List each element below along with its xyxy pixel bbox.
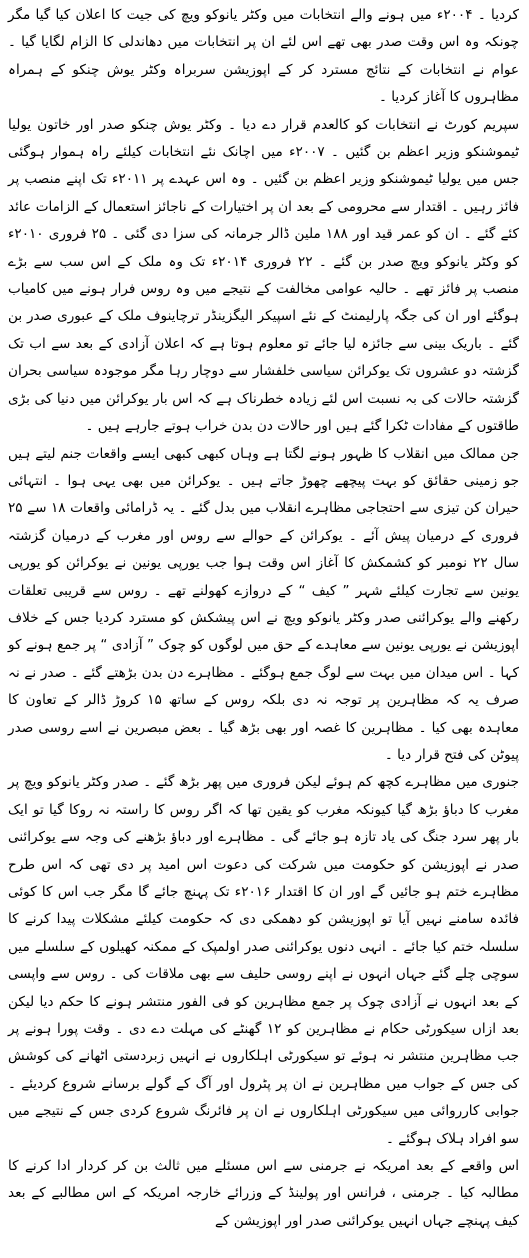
- article-paragraph-4: جنوری میں مظاہرے کچھ کم ہوئے لیکن فروری میں پھر بڑھ گئے ۔ صدر وکٹر یانوکو ویچ پر مغرب کا دباؤ بڑھ گیا کیونکہ مغرب کو یقین تھا کہ اگر روس کا راستہ نہ روکا گیا تو ایک بار پھر سرد جنگ کی یاد تازہ ہو جائے گی ۔ مظاہرے اور دباؤ بڑھنے کی وجہ سے یوکرائنی صدر نے اپوزیشن کو حکومت میں شرکت کی دعوت اس امید پر دی تھی کہ اس طرح مظاہرے ختم ہو جائیں گے اور ان کا اقتدار ۲۰۱۶ء تک پہنچ جائے گا مگر جب اس کا کوئی فائدہ سامنے نہیں آیا تو اپوزیشن کو دھمکی دی کہ حکومت کیلئے مشکلات پیدا کرنے کا سلسلہ ختم کیا جائے ۔ انہی دنوں یوکرائنی صدر اولمپک کے ممکنہ کھیلوں کے سلسلے میں سوچی چلے گئے جہاں انہوں نے اپنے روسی حلیف سے بھی ملاقات کی ۔ روس سے واپسی کے بعد انہوں نے آزادی چوک پر جمع مظاہرین کو فی الفور منتشر ہونے کا حکم دیا لیکن بعد ازاں سیکورٹی حکام نے مظاہرین کو ۱۲ گھنٹے کی مہلت دے دی ۔ وقت پورا ہونے پر جب مظاہرین منتشر نہ ہوئے تو سیکورٹی اہلکاروں نے انہیں زبردستی اٹھانے کی کوشش کی جس کے جواب میں مظاہرین نے ان پر پٹرول اور آگ کے گولے برسانے شروع کردیئے ۔ جوابی کارروائی میں سیکورٹی اہلکاروں نے ان پر فائرنگ شروع کردی جس کے نتیجے میں سو افراد ہلاک ہوگئے ۔: [8, 774, 519, 1147]
- article-paragraph-1: کردیا ۔ ۲۰۰۴ء میں ہونے والے انتخابات میں وکٹر یانوکو ویچ کی جیت کا اعلان کیا گیا مگر چونکہ وہ اس وقت صدر بھی تھے اس لئے ان پر انتخابات میں دھاندلی کا الزام لگایا گیا ۔ عوام نے انتخابات کے نتائج مسترد کر کے اپوزیشن سربراہ وکٹر یوش چنکو کے ہمراہ مظاہروں کا آغاز کردیا ۔: [8, 7, 519, 106]
- article-paragraph-3: جن ممالک میں انقلاب کا ظہور ہونے لگتا ہے وہاں کبھی کبھی ایسے واقعات جنم لیتے ہیں جو زمینی حقائق کو بہت پیچھے چھوڑ جاتے ہیں ۔ یوکرائن میں بھی یہی ہوا ۔ انتہائی حیران کن تیزی سے احتجاجی مظاہرے انقلاب میں بدل گئے ۔ یہ ڈرامائی واقعات ۱۸ سے ۲۵ فروری کے درمیان پیش آئے ۔ یوکرائن کے حوالے سے روس اور مغرب کے درمیان گزشتہ سال ۲۲ نومبر کو کشمکش کا آغاز اس وقت ہوا جب یورپی یونین نے یوکرائن کو یورپی یونین سے تجارت کیلئے شہر ” کیف “ کے دروازے کھولنے تھے ۔ روس سے قریبی تعلقات رکھنے والے یوکرائنی صدر وکٹر یانوکو ویچ نے اس پیشکش کو مسترد کردیا جس کے خلاف اپوزیشن نے یورپی یونین سے معاہدے کے حق میں لوگوں کو چوک ” آزادی “ پر جمع ہونے کو کہا ۔ اس میدان میں بہت سے لوگ جمع ہوگئے ۔ مظاہرے دن بدن بڑھتے گئے ۔ صدر نے نہ صرف یہ کہ مظاہرین پر توجہ نہ دی بلکہ روس کے ساتھ ۱۵ کروڑ ڈالر کے تعاون کا معاہدہ بھی کیا ۔ مظاہرین کا غصہ اور بھی بڑھ گیا ۔ بعض مبصرین نے اسے روسی صدر پیوٹن کی فتح قرار دیا ۔: [8, 445, 519, 763]
- article-paragraph-5: اس واقعے کے بعد امریکہ نے جرمنی سے اس مسئلے میں ثالث بن کر کردار ادا کرنے کا مطالبہ کیا ۔ جرمنی ، فرانس اور پولینڈ کے وزرائے خارجہ امریکہ کے اس مطالبے کے بعد کیف پہنچے جہاں انہیں یوکرائنی صدر اور اپوزیشن کے: [8, 1158, 519, 1229]
- article-paragraph-2: سپریم کورٹ نے انتخابات کو کالعدم قرار دے دیا ۔ وکٹر یوش چنکو صدر اور خاتون یولیا ٹیموشنکو وزیر اعظم بن گئیں ۔ ۲۰۰۷ء میں اچانک نئے انتخابات کیلئے راہ ہموار ہوگئی جس میں یولیا ٹیموشنکو وزیر اعظم بن گئیں ۔ وہ اس عہدے پر ۲۰۱۱ء تک اپنے منصب پر فائز رہیں ۔ اقتدار سے محرومی کے بعد ان پر اختیارات کے ناجائز استعمال کے الزامات عائد کئے گئے ۔ ان کو عمر قید اور ۱۸۸ ملین ڈالر جرمانہ کی سزا دی گئی ۔ ۲۵ فروری ۲۰۱۰ء کو وکٹر یانوکو ویچ صدر بن گئے ۔ ۲۲ فروری ۲۰۱۴ء تک وہ ملک کے اس سب سے بڑے منصب پر فائز تھے ۔ حالیہ عوامی مخالفت کے نتیجے میں وہ روس فرار ہونے میں کامیاب ہوگئے اور ان کی جگہ پارلیمنٹ کے نئے اسپیکر الیگزینڈر ترچاینوف ملک کے عبوری صدر بن گئے ۔ باریک بینی سے جائزہ لیا جائے تو معلوم ہوتا ہے کہ اعلان آزادی کے بعد سے اب تک گزشتہ دو عشروں تک یوکرائن سیاسی خلفشار سے دوچار رہا مگر موجودہ سیاسی بحران گزشتہ حالات کی بہ نسبت اس لئے زیادہ خطرناک ہے کہ اس بار یوکرائن میں دنیا کی بڑی طاقتوں کے مفادات ٹکرا گئے ہیں اور حالات دن بدن خراب ہوتے جارہے ہیں ۔: [8, 116, 519, 435]
